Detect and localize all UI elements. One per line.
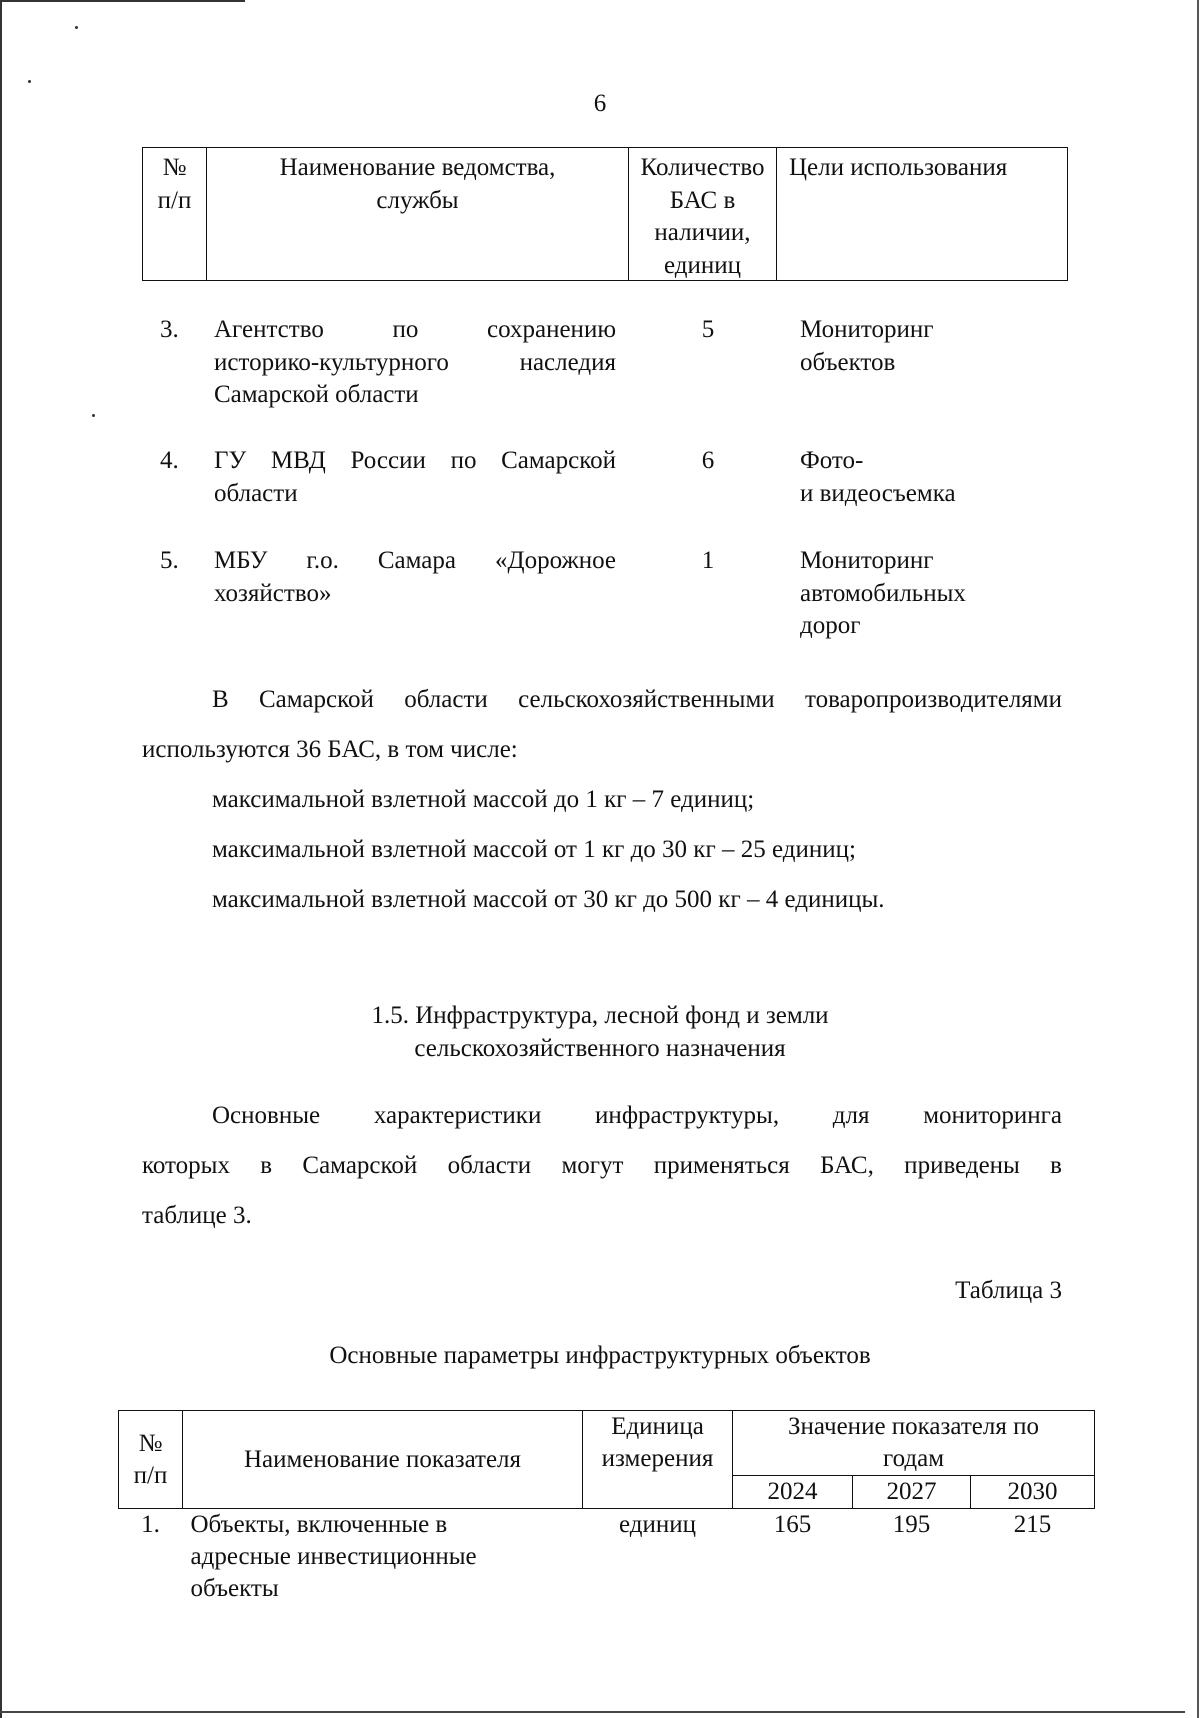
table3-header-values: Значение показателя по годам: [733, 1411, 1095, 1476]
row-unit: единиц: [618, 1511, 696, 1538]
scan-speck: [28, 80, 31, 83]
paragraph-drones-cont: используются 36 БАС, в том числе:: [142, 736, 518, 763]
table3-header-unit: Единица измерения: [583, 1411, 733, 1509]
paragraph-infrastructure-cont: которых в Самарской области могут применяться БАС, приведены в: [142, 1152, 1062, 1179]
row-number: 4.: [160, 447, 179, 474]
section-heading: 1.5. Инфраструктура, лесной фонд и земли сельскохозяйственного назначения: [371, 1002, 829, 1062]
table3: [118, 1410, 1095, 1605]
table3-header-num: № п/п: [119, 1411, 183, 1509]
scan-edge-bottom: [0, 1711, 1185, 1713]
row-number: 3.: [160, 316, 179, 343]
year-2027: 2027: [853, 1476, 971, 1509]
row-name: МБУ г.о. Самара «Дорожное хозяйство»: [214, 547, 616, 607]
row-goal: Мониторинг объектов: [800, 316, 934, 376]
page-number: 6: [593, 90, 607, 117]
row-name: Объекты, включенные в адресные инвестиционные объекты: [190, 1511, 477, 1602]
table3-header-name: Наименование показателя: [183, 1411, 583, 1509]
scan-speck: [92, 414, 95, 417]
value-2030: 215: [1013, 1511, 1052, 1538]
list-item: максимальной взлетной массой от 1 кг до 30 кг – 25 единиц;: [212, 836, 856, 863]
row-number: 1.: [141, 1511, 160, 1538]
scan-edge-top: [0, 0, 245, 2]
list-item: максимальной взлетной массой от 30 кг до 500 кг – 4 единицы.: [212, 886, 885, 913]
row-qty: 1: [701, 547, 715, 574]
value-2027: 195: [892, 1511, 931, 1538]
scan-edge-left: [0, 0, 2, 1718]
table-title: Основные параметры инфраструктурных объектов: [329, 1342, 871, 1369]
table1-header-goal: Цели использования: [789, 154, 1008, 181]
row-goal: Мониторинг автомобильных дорог: [800, 547, 966, 639]
table1-header: [142, 147, 1068, 281]
paragraph-infrastructure-end: таблице 3.: [142, 1202, 252, 1229]
scan-edge-right: [1197, 0, 1199, 1718]
row-name: ГУ МВД России по Самарской области: [214, 447, 616, 507]
table3-header-row: [119, 1411, 1095, 1476]
year-2024: 2024: [733, 1476, 853, 1509]
row-name: Агентство по сохранению историко-культурного наследия Самарской области: [214, 316, 616, 408]
paragraph-infrastructure: Основные характеристики инфраструктуры, для мониторинга: [212, 1102, 1062, 1129]
row-number: 5.: [160, 547, 179, 574]
value-2024: 165: [773, 1511, 812, 1538]
row-qty: 5: [701, 316, 715, 343]
table-label: Таблица 3: [955, 1277, 1062, 1304]
table1-header-qty: Количество БАС в наличии, единиц: [629, 148, 777, 280]
row-goal: Фото- и видеосъемка: [800, 447, 956, 507]
table1-header-name: Наименование ведомства, службы: [207, 148, 629, 280]
table-row: [119, 1509, 1095, 1606]
list-item: максимальной взлетной массой до 1 кг – 7 единиц;: [212, 786, 755, 813]
year-2030: 2030: [971, 1476, 1095, 1509]
table1-header-num: № п/п: [143, 148, 207, 280]
row-qty: 6: [701, 447, 715, 474]
scan-speck: [75, 26, 78, 29]
paragraph-drones: В Самарской области сельскохозяйственными товаропроизводителями: [212, 686, 1062, 713]
